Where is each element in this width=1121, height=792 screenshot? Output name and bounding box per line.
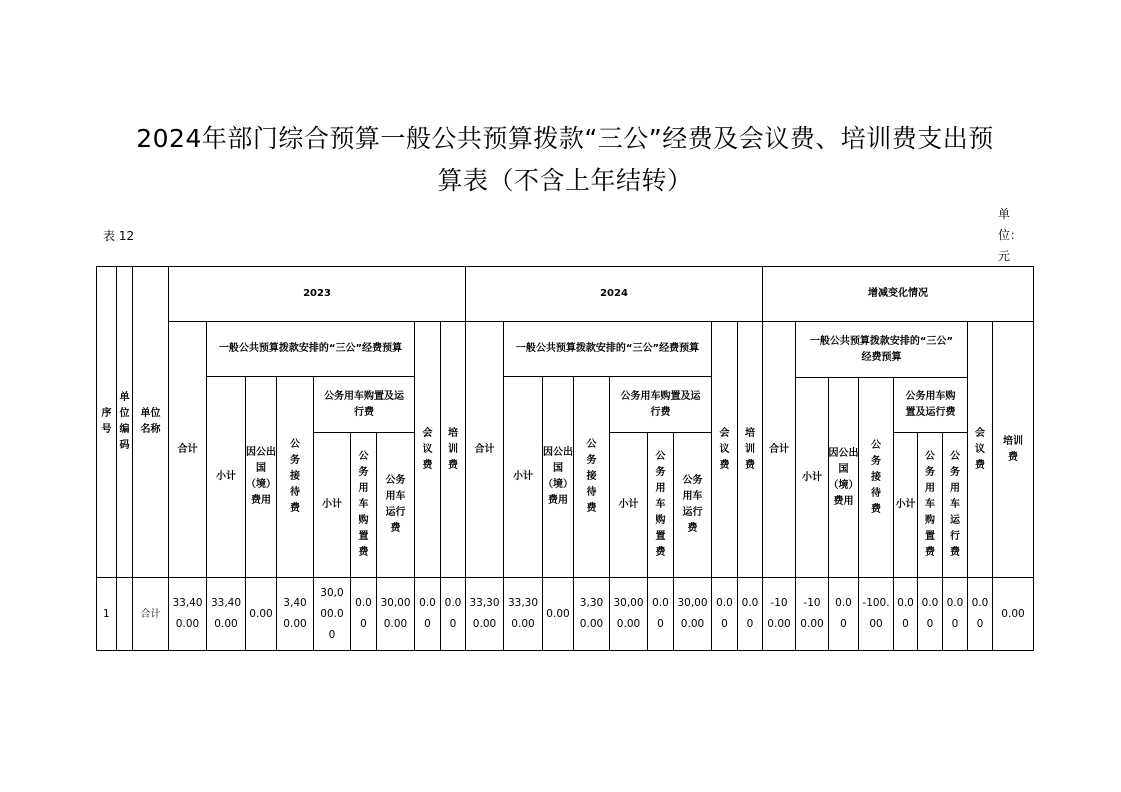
- header-change-vehicle-subtotal: 小计: [895, 499, 916, 510]
- header-change-total: 合计: [769, 443, 789, 455]
- header-change-reception: 公务接待费: [871, 439, 881, 515]
- row-value-cell: 0.00: [921, 597, 939, 630]
- row-value-cell: 0.00: [971, 597, 989, 630]
- row-value-cell: 0.00: [741, 597, 759, 630]
- header-2023-vehicle-group-a: 公务用车购置及运: [324, 390, 404, 402]
- row-value-cell: 30,000.00: [380, 597, 411, 630]
- row-value-cell: 0.00: [249, 607, 273, 620]
- header-change-training: 培训费: [1003, 435, 1023, 463]
- row-value-cell: 0.00: [897, 597, 914, 630]
- header-2023-sangong: 一般公共预算拨款安排的“三公”经费预算: [218, 343, 403, 354]
- header-change-sangong: [796, 322, 967, 377]
- title-line-1: 2024年部门综合预算一般公共预算拨款“三公”经费及会议费、培训费支出预: [136, 124, 994, 153]
- header-2023-reception: 公务接待费: [290, 439, 300, 514]
- header-2024-total: 合计: [474, 443, 495, 455]
- header-2023-total: 合计: [177, 443, 198, 455]
- header-change-sangong-b: 经费预算: [861, 351, 902, 363]
- row-value-cell: 33,400.00: [172, 597, 203, 630]
- header-2024-vehicle-running: 公务用车运行费: [682, 475, 703, 534]
- row-value-cell: 30,000.00: [613, 597, 644, 630]
- header-2024-vehicle-subtotal: 小计: [618, 499, 639, 510]
- row-value-cell: 0.00: [419, 597, 436, 630]
- header-2023-training: 培训费: [448, 427, 458, 471]
- header-unit-code: 单位编码: [119, 392, 130, 451]
- header-change-vehicle-group-c: 公务用车购: [905, 391, 956, 402]
- row-value-cell: 30,000.00: [320, 586, 344, 641]
- header-2023-vehicle-purchase: 公务用车购置费: [358, 451, 369, 558]
- header-2023-meeting: 会议费: [422, 427, 433, 471]
- row-value-cell: 0.00: [946, 597, 964, 630]
- row-value-cell: 0.00: [652, 597, 669, 630]
- header-change-meeting: 会议费: [975, 427, 985, 471]
- header-2024-meeting: 会议费: [719, 427, 730, 471]
- row-value-cell: 33,300.00: [469, 597, 500, 630]
- header-change-vehicle-group-d: 置及运行费: [905, 407, 956, 418]
- row-value-cell: 3,300.00: [579, 597, 604, 630]
- header-2024-vehicle-purchase: 公务用车购置费: [655, 451, 666, 558]
- header-change-vehicle-running: 公务用车运行费: [950, 451, 960, 558]
- header-2023-vehicle-running: 公务用车运行费: [385, 475, 406, 534]
- row-value-cell: 3,400.00: [283, 597, 307, 630]
- row-value-cell: 0.00: [835, 597, 852, 630]
- header-change-subtotal: 小计: [802, 471, 822, 483]
- header-2024-sangong: 一般公共预算拨款安排的“三公”经费预算: [515, 343, 700, 354]
- header-2024-subtotal: 小计: [513, 471, 533, 482]
- header-2023-vehicle-subtotal: 小计: [322, 499, 342, 510]
- header-year-2023: 2023: [303, 288, 331, 299]
- row-value-cell: 0.00: [716, 597, 733, 630]
- row-seq: 1: [103, 607, 110, 620]
- title-line-2: 算表（不含上年结转）: [437, 166, 693, 195]
- row-value-cell: 33,400.00: [210, 597, 242, 630]
- header-change: 增减变化情况: [868, 288, 928, 299]
- header-year-2024: 2024: [600, 288, 628, 299]
- header-change-vehicle-group: [894, 378, 967, 432]
- row-value-cell: 0.00: [546, 607, 570, 620]
- header-2024-vehicle-group-b: 行费: [650, 406, 671, 418]
- header-2023-subtotal: 小计: [216, 471, 236, 482]
- row-value-cell: -100.00: [800, 597, 824, 630]
- header-2024-training: 培训费: [745, 427, 755, 471]
- row-value-cell: 0.00: [1001, 607, 1025, 620]
- header-2024-vehicle-group-a: 公务用车购置及运: [620, 390, 701, 402]
- row-value-cell: 30,000.00: [677, 597, 708, 630]
- header-2024-reception: 公务接待费: [586, 439, 597, 514]
- header-2023-vehicle-group-b: 行费: [354, 406, 374, 418]
- header-change-sangong-a: 一般公共预算拨款安排的“三公”: [809, 335, 954, 347]
- header-change-abroad: 因公出国（境）费用: [828, 447, 859, 507]
- header-2023-vehicle-group: [314, 377, 414, 432]
- header-2024-vehicle-group: [610, 377, 711, 432]
- row-value-cell: 33,300.00: [507, 597, 539, 630]
- header-change-vehicle-purchase: 公务用车购置费: [925, 451, 935, 558]
- row-value-cell: 0.00: [355, 597, 372, 630]
- header-seq: 序号: [101, 408, 112, 435]
- row-value-cell: -100.00: [862, 597, 890, 630]
- row-unit-code: [117, 578, 132, 650]
- unit-label: 单位：元: [998, 207, 1023, 263]
- table-number: 表 12: [103, 229, 135, 243]
- header-2024-abroad: 因公出国（境）费用: [543, 447, 573, 506]
- row-value-cell: 0.00: [444, 597, 462, 630]
- row-value-cell: -100.00: [767, 597, 791, 630]
- header-2023-abroad: 因公出国（境）费用: [246, 447, 276, 506]
- header-unit-name: 单位名称: [140, 408, 161, 435]
- row-unit-name: 合计: [140, 608, 161, 620]
